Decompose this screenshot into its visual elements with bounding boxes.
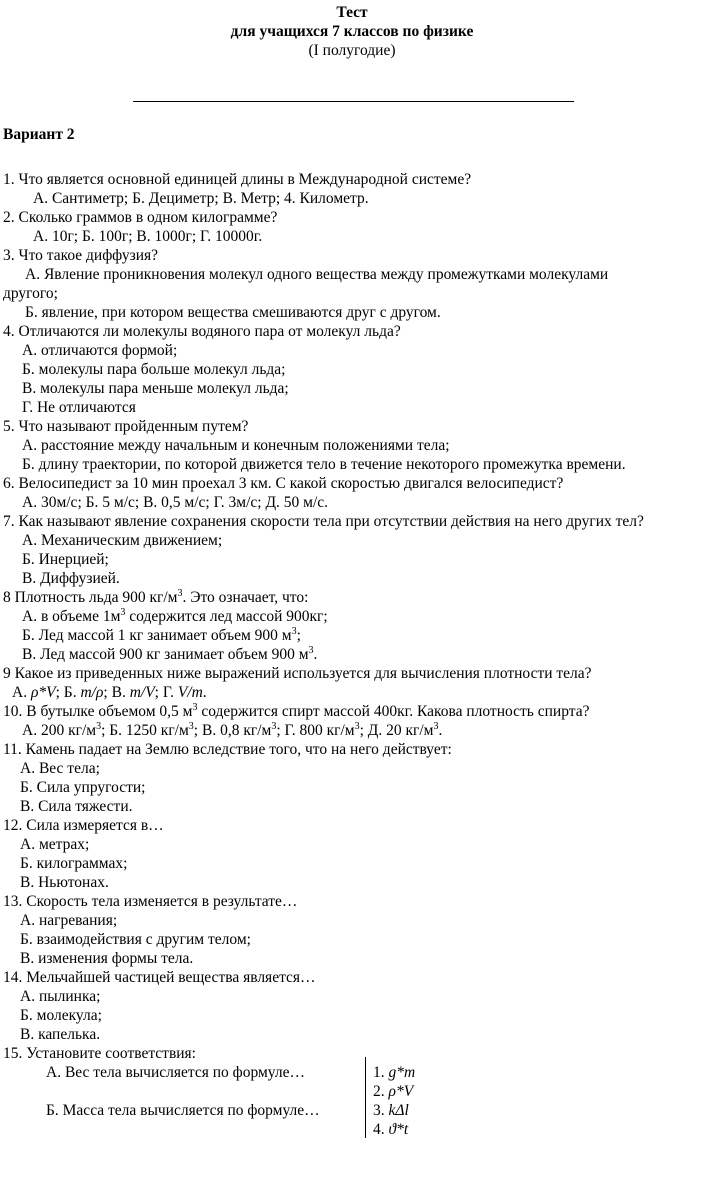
question-1: 1. Что является основной единицей длины в Международной системе? [3,171,472,188]
question-3-answer-a-cont: другого; [3,285,58,302]
question-10: 10. В бутылке объемом 0,5 $м^3$ содержится спирт массой 400кг. Какова плотность спирта? [3,702,590,720]
question-7-answer-c: В. Диффузией. [22,570,120,587]
question-15: 15. Установите соответствия: [3,1045,196,1062]
question-6: 6. Велосипедист за 10 мин проехал 3 км. С какой скоростью двигался велосипедист? [3,475,564,492]
question-8-answer-b: Б. Лед массой 1 кг занимает объем 900 $м^3$; [22,626,301,644]
question-3: 3. Что такое диффузия? [3,247,159,264]
question-4: 4. Отличаются ли молекулы водяного пара от молекул льда? [3,323,401,340]
question-13-answer-b: Б. взаимодействия с другим телом; [20,931,251,948]
question-8-answer-c: В. Лед массой 900 кг занимает объем 900 $м^3$. [22,645,318,663]
question-2: 2. Сколько граммов в одном килограмме? [3,209,278,226]
question-4-answer-a: А. отличаются формой; [22,342,178,359]
question-11-answer-c: В. Сила тяжести. [20,798,133,815]
formula-option-2: 2. ρ*V [373,1083,414,1100]
question-4-answer-c: В. молекулы пара меньше молекул льда; [22,380,289,397]
subtitle: для учащихся 7 классов по физике [230,23,474,40]
question-6-answers: А. 30м/с; Б. 5 м/с; В. 0,5 м/с; Г. 3м/с; Д. 50 м/с. [22,494,329,511]
question-12-answer-a: А. метрах; [20,836,90,853]
question-8: 8 Плотность льда 900 $кг/м^3$. Это означает, что: [3,588,309,606]
question-10-answers: А. 200 $кг/м^3$; Б. 1250 $кг/м^3$; В. 0,8 $кг/м^3$; Г. 800 $кг/м^3$; Д. 20 $кг/м^3$. [22,721,443,739]
question-7: 7. Как называют явление сохранения скорости тела при отсутствии действия на него других тел? [3,513,644,530]
question-9-answers: А. ρ*V; Б. m/ρ; В. m/V; Г. V/m. [12,684,207,701]
question-1-answers: А. Сантиметр; Б. Дециметр; В. Метр; 4. Километр. [33,190,369,207]
period: (I полугодие) [308,42,396,59]
question-11: 11. Камень падает на Землю вследствие того, что на него действует: [3,741,452,758]
question-3-answer-a: А. Явление проникновения молекул одного вещества между промежутками молекулами [25,266,609,283]
question-2-answers: А. 10г; Б. 100г; В. 1000г; Г. 10000г. [33,228,263,245]
question-14: 14. Мельчайшей частицей вещества является… [3,969,316,986]
question-5-answer-a: А. расстояние между начальным и конечным положениями тела; [22,437,450,454]
question-7-answer-a: А. Механическим движением; [22,532,223,549]
question-12-answer-c: В. Ньютонах. [20,874,109,891]
question-11-answer-b: Б. Сила упругости; [20,779,146,796]
question-3-answer-b: Б. явление, при котором вещества смешиваются друг с другом. [25,304,441,321]
divider-line [133,101,574,102]
question-13-answer-a: А. нагревания; [20,912,118,929]
question-15-item-a: А. Вес тела вычисляется по формуле… [46,1064,305,1081]
question-11-answer-a: А. Вес тела; [20,760,100,777]
question-14-answer-b: Б. молекула; [20,1007,102,1024]
question-13: 13. Скорость тела изменяется в результате… [3,893,298,910]
matching-divider [365,1057,366,1138]
title: Тест [336,4,368,21]
formula-option-4: 4. ϑ*t [373,1121,409,1138]
question-14-answer-a: А. пылинка; [20,988,101,1005]
question-12-answer-b: Б. килограммах; [20,855,128,872]
question-15-item-b: Б. Масса тела вычисляется по формуле… [46,1102,320,1119]
question-5-answer-b: Б. длину траектории, по которой движется тело в течение некоторого промежутка времени. [22,456,626,473]
variant-heading: Вариант 2 [3,126,75,143]
question-4-answer-b: Б. молекулы пара больше молекул льда; [22,361,286,378]
question-7-answer-b: Б. Инерцией; [22,551,109,568]
question-9: 9 Какое из приведенных ниже выражений используется для вычисления плотности тела? [3,665,592,682]
question-12: 12. Сила измеряется в… [3,817,164,834]
question-4-answer-d: Г. Не отличаются [22,399,136,416]
formula-option-3: 3. kΔl [373,1102,409,1119]
question-14-answer-c: В. капелька. [20,1026,101,1043]
question-8-answer-a: А. в объеме $1м^3$ содержится лед массой 900кг; [22,607,328,625]
formula-option-1: 1. g*m [373,1064,416,1081]
question-5: 5. Что называют пройденным путем? [3,418,249,435]
question-13-answer-c: В. изменения формы тела. [20,950,194,967]
